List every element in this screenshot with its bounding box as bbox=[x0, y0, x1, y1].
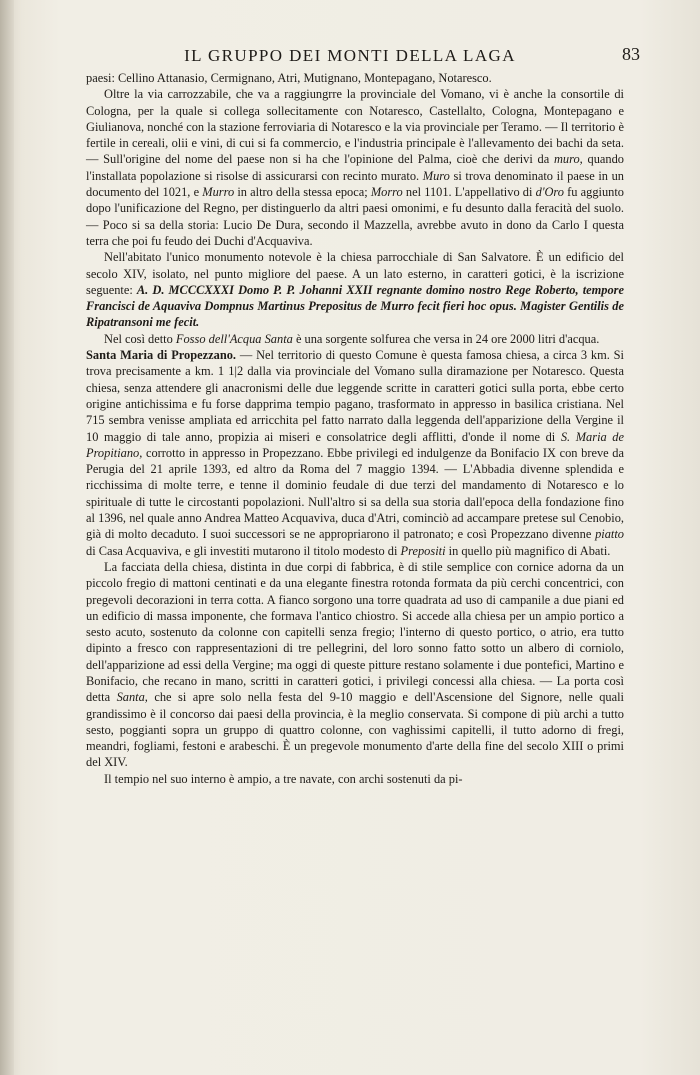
text-run: Nell'abitato l'unico monumento notevole è la chiesa parrocchiale di San Salvatore. È un edificio del secolo XIV, isolato, nel punto migliore del paese. A un lato esterno, in caratteri gotici, è la iscrizione seguente: bbox=[86, 250, 624, 297]
italic-term: Santa, bbox=[116, 690, 148, 705]
text-run: — Nel territorio di questo Comune è questa famosa chiesa, a circa 3 km. Si trova precisamente a km. 1 1|2 dalla via provinciale del Vomano sulla diramazione per Notaresco. Questa chiesa, senza attendere gli anacronismi delle due leggende scritte in caratteri gotici sulla porta, ebbe certo origine antichissima e fu forse dapprima tempio pagano, trasformato in appresso in basilica cristiana. Nel 715 sembra venisse ampliata ed arricchita pel fatto narrato dalla leggenda dell'apparizione della Vergine il 10 maggio di tale anno, propizia ai miseri e consolatrice degli afflitti, d'onde il nome di bbox=[86, 348, 625, 444]
italic-term: Murro bbox=[202, 185, 235, 200]
text-run: Nel così detto bbox=[104, 331, 176, 346]
italic-term: Muro bbox=[422, 168, 450, 183]
paragraph-propezzano bbox=[86, 347, 624, 559]
italic-term: S. Maria de Propitiano, bbox=[86, 429, 624, 460]
paragraph-roads-history bbox=[86, 86, 624, 249]
text-run: La facciata della chiesa, distinta in due corpi di fabbrica, è di stile semplice con cornice adorna da un piccolo fregio di mattoni centinati e da una elegante finestra rotonda formata da più cerchi concentrici, con pregevoli decorazioni in terra cotta. A fianco sorgono una torre quadrata ad uso di campanile a due piani ed un edificio di massa imponente, che formava l'antico chiostro. Si accede alla chiesa per un ampio portico a sesto acuto, sostenuto da colonne con capitelli senza fregio; l'interno di questo portico, o atrio, era tutto dipinto a fresco con rappresentazioni di tre pellegrini, del loro sonno fatto sotto un albero di corniolo, dell'apparizione ad essi della Vergine; ma oggi di queste pitture restano solamente i due pontefici, Martino e Bonifacio, che recano in mano, scritti in caratteri gotici, i privilegi concessi alla chiesa. — La porta così detta bbox=[86, 559, 624, 705]
italic-term: Morro bbox=[370, 185, 403, 200]
latin-inscription: A. D. MCCCXXXI Domo P. P. Johanni XXII regnante domino nostro Rege Roberto, tempore Francisci de Aquaviva Dompnus Martinus Prepositus de Murro fecit fieri hoc opus. Magister Gentilis de Ripatransoni me fecit. bbox=[86, 282, 624, 330]
paragraph-interior: Il tempio nel suo interno è ampio, a tre navate, con archi sostenuti da pi- bbox=[104, 771, 463, 786]
text-run: in quello più magnifico di Abati. bbox=[445, 543, 611, 558]
paragraph-town-list: paesi: Cellino Attanasio, Cermignano, Atri, Mutignano, Montepagano, Notaresco. bbox=[86, 71, 492, 85]
text-run: in altro della stessa epoca; bbox=[234, 185, 371, 200]
text-run: Oltre la via carrozzabile, che va a raggiungrre la provinciale del Vomano, vi è anche la consortile di Cologna, per la quale si collega sollecitamente con Notaresco, Castellalto, Cologna, Montepagano e Giulianova, nonché con la stazione ferroviaria di Notaresco e la via provinciale per Teramo. — Il territorio è fertile in cereali, olii e vini, di cui si fa commercio, e l'industria principale è l'allevamento dei bachi da seta. — Sull'origine del nome del paese non si ha che l'opinione del Palma, cioè che derivi da bbox=[86, 87, 624, 167]
text-run: è una sorgente solfurea che versa in 24 ore 2000 litri d'acqua. bbox=[292, 331, 600, 346]
section-heading: Santa Maria di Propezzano. bbox=[86, 348, 237, 363]
text-run: fu aggiunto dopo l'unificazione del Regno, per distinguerlo da altri paesi omonimi, e fu desunto dalla feracità del suolo. — Poco si sa della storia: Lucio De Dura, secondo il Mazzella, avrebbe avuto in dono da Carlo I questa terra che poi fu feudo dei Duchi d'Acquaviva. bbox=[86, 185, 625, 248]
page-number: 83 bbox=[622, 44, 640, 64]
paragraph-spring bbox=[86, 331, 624, 347]
text-run: si trova denominato il paese in un documento del 1021, e bbox=[86, 168, 625, 200]
text-run: di Casa Acquaviva, e gli investiti mutarono il titolo modesto di bbox=[86, 543, 401, 558]
italic-term: Prepositi bbox=[400, 543, 446, 558]
text-run: nel 1101. L'appellativo di bbox=[402, 185, 536, 200]
text-run: quando l'installata popolazione si risolse di assicurarsi con recinto murato. bbox=[86, 152, 624, 183]
text-run: che si apre solo nella festa del 9-10 maggio e dell'Ascensione del Signore, nelle quali grandissimo è il concorso dai paesi della provincia, è la meglio conservata. Si compone di più archi a tutto sesto, poggianti sopra un gruppo di quattro colonne, con vaghissimi capitelli, il tutto adorno di fregi, meandri, fogliami, festoni e arabeschi. È un pregevole monumento d'arte della fine del secolo XIII o primi del XIV. bbox=[86, 690, 624, 770]
page-gutter bbox=[0, 0, 14, 1075]
italic-term: Fosso dell'Acqua Santa bbox=[175, 331, 293, 346]
paragraph-church-inscription bbox=[86, 249, 624, 330]
running-title: IL GRUPPO DEI MONTI DELLA LAGA bbox=[184, 46, 516, 65]
italic-term: d'Oro bbox=[535, 185, 564, 200]
running-header bbox=[60, 46, 640, 70]
paragraph-facade bbox=[86, 559, 624, 771]
italic-term: piatto bbox=[595, 527, 624, 542]
italic-term: muro, bbox=[553, 152, 583, 167]
text-run: corrotto in appresso in Propezzano. Ebbe privilegi ed indulgenze da Bonifacio IX con breve da Perugia del 21 aprile 1393, ed altro da Roma del 7 maggio 1394. — L'Abbadia divenne splendida e ricchissima di molte terre, e tenne il dominio feudale di due terzi del mandamento di Notaresco e lo spirituale di tutte le circostanti popolazioni. Null'altro si sa della sua storia dall'epoca della fondazione fino al 1396, nel quale anno Andrea Matteo Acquaviva, duca d'Atri, cominciò ad accampare pretese sul Cenobio, già di molto decaduto. I suoi successori se ne appropriarono il patronato; e così Propezzano divenne bbox=[86, 445, 624, 542]
body-text bbox=[86, 70, 624, 787]
